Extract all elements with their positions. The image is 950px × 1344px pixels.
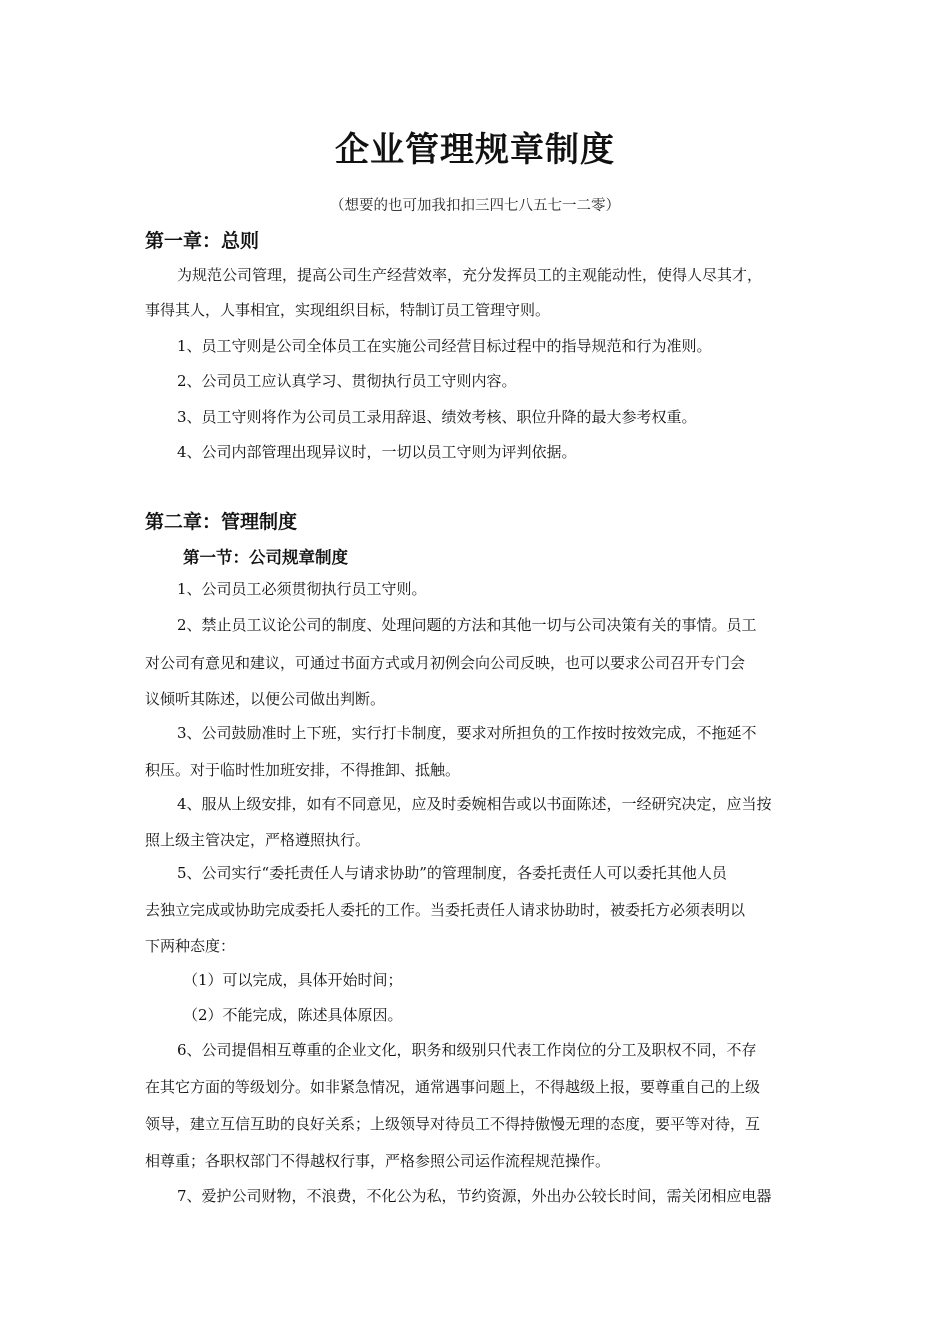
chapter2-line: 2、禁止员工议论公司的制度、处理问题的方法和其他一切与公司决策有关的事情。员工 (177, 616, 757, 634)
chapter2-heading: 第二章：管理制度 (145, 511, 298, 533)
chapter2-line: 6、公司提倡相互尊重的企业文化，职务和级别只代表工作岗位的分工及职权不同，不存 (177, 1041, 757, 1059)
chapter2-line: 在其它方面的等级划分。如非紧急情况，通常遇事问题上，不得越级上报，要尊重自己的上级 (145, 1078, 761, 1096)
chapter2-line: 照上级主管决定，严格遵照执行。 (145, 831, 371, 849)
chapter1-item: 2、公司员工应认真学习、贯彻执行员工守则内容。 (177, 372, 517, 390)
document-title: 企业管理规章制度 (335, 130, 615, 170)
chapter2-line: 1、公司员工必须贯彻执行员工守则。 (177, 580, 427, 598)
chapter2-line: 积压。对于临时性加班安排，不得推卸、抵触。 (145, 761, 461, 779)
chapter2-line: （1）可以完成，具体开始时间； (183, 971, 403, 989)
chapter2-line: 3、公司鼓励准时上下班，实行打卡制度，要求对所担负的工作按时按效完成，不拖延不 (177, 724, 757, 742)
chapter2-line: 领导，建立互信互助的良好关系；上级领导对待员工不得持傲慢无理的态度，要平等对待，互 (145, 1115, 761, 1133)
chapter1-heading: 第一章：总则 (145, 230, 260, 252)
chapter2-line: 7、爱护公司财物，不浪费，不化公为私，节约资源，外出办公较长时间，需关闭相应电器 (177, 1187, 772, 1205)
chapter2-line: 对公司有意见和建议，可通过书面方式或月初例会向公司反映，也可以要求公司召开专门会 (145, 654, 746, 672)
chapter2-line: 相尊重；各职权部门不得越权行事，严格参照公司运作流程规范操作。 (145, 1152, 611, 1170)
chapter2-line: 下两种态度： (145, 937, 236, 955)
chapter2-line: 议倾听其陈述，以便公司做出判断。 (145, 690, 386, 708)
chapter1-item: 3、员工守则将作为公司员工录用辞退、绩效考核、职位升降的最大参考权重。 (177, 408, 697, 426)
chapter2-line: 5、公司实行“委托责任人与请求协助”的管理制度，各委托责任人可以委托其他人员 (177, 864, 727, 882)
chapter2-line: 去独立完成或协助完成委托人委托的工作。当委托责任人请求协助时，被委托方必须表明以 (145, 901, 746, 919)
chapter1-item: 1、员工守则是公司全体员工在实施公司经营目标过程中的指导规范和行为准则。 (177, 337, 712, 355)
section1-heading: 第一节：公司规章制度 (183, 548, 348, 567)
chapter1-intro-line1: 为规范公司管理，提高公司生产经营效率，充分发挥员工的主观能动性，使得人尽其才， (177, 266, 763, 284)
chapter2-line: （2）不能完成，陈述具体原因。 (183, 1006, 403, 1024)
chapter2-line: 4、服从上级安排，如有不同意见，应及时委婉相告或以书面陈述，一经研究决定，应当按 (177, 795, 772, 813)
chapter1-item: 4、公司内部管理出现异议时，一切以员工守则为评判依据。 (177, 443, 577, 461)
document-subtitle: （想要的也可加我扣扣三四七八五七一二零） (330, 198, 620, 214)
chapter1-intro-line2: 事得其人，人事相宜，实现组织目标，特制订员工管理守则。 (145, 301, 551, 319)
